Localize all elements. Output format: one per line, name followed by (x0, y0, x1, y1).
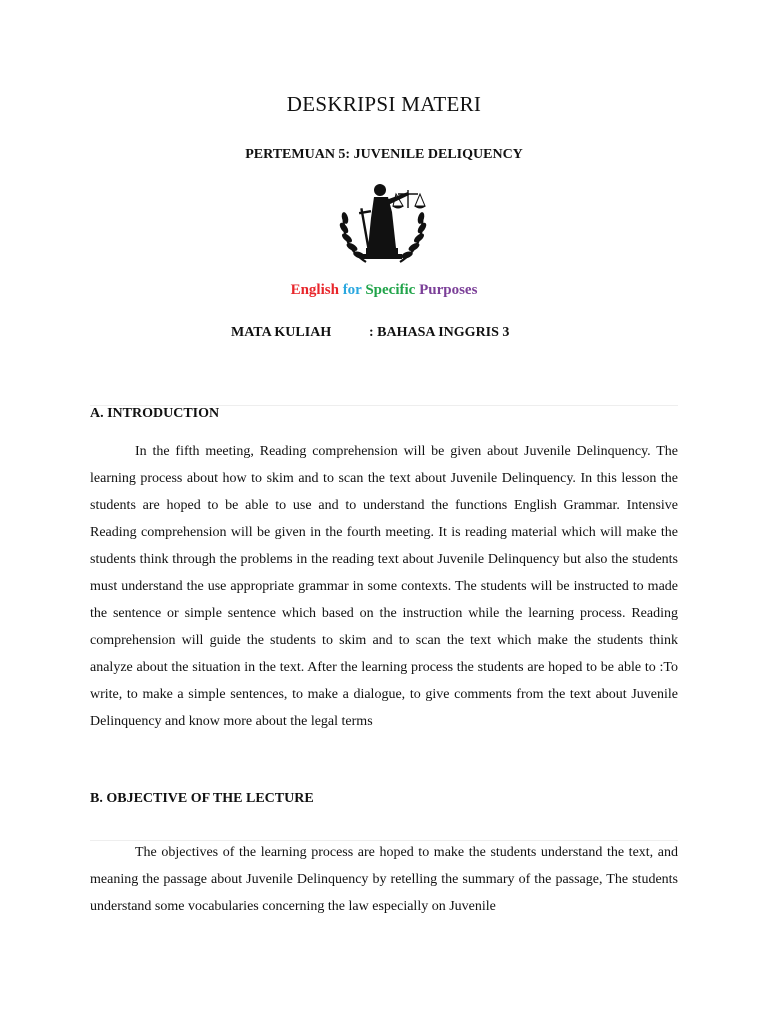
esp-word-purposes: Purposes (419, 282, 478, 298)
lady-justice-emblem-icon (336, 178, 430, 268)
page-subtitle: PERTEMUAN 5: JUVENILE DELIQUENCY (245, 147, 523, 162)
objective-paragraph: The objectives of the learning process are hoped to make the students understand the text, and meaning the passage about Juvenile Delinquency by retelling the summary of the passage, The students understand some vocabularies concerning the law especially on Juvenile (90, 845, 678, 914)
esp-banner (0, 282, 768, 299)
course-line (231, 325, 509, 341)
section-heading-objective: B. OBJECTIVE OF THE LECTURE (90, 791, 314, 806)
course-label: MATA KULIAH (231, 325, 332, 340)
section-heading-introduction: A. INTRODUCTION (90, 406, 220, 421)
page-title: DESKRIPSI MATERI (286, 92, 482, 116)
esp-word-specific: Specific (365, 282, 416, 298)
esp-word-english: English (290, 282, 339, 298)
introduction-paragraph: In the fifth meeting, Reading comprehension will be given about Juvenile Delinquency. The learning process about how to skim and to scan the text about Juvenile Delinquency. In this lesson the students are hoped to be able to use and to understand the functions English Grammar. Intensive Reading comprehension will be given in the fourth meeting. It is reading material which will make the students think through the problems in the reading text about Juvenile Delinquency but also the students must understand the use appropriate grammar in some contexts. The students will be instructed to made the sentence or simple sentence which based on the instruction while the learning process. Reading comprehension will guide the students to skim and to scan the text which make the students think analyze about the situation in the text. After the learning process the students are hoped to be able to :To write, to make a simple sentences, to make a dialogue, to give comments from the text about Juvenile Delinquency and know more about the legal terms (90, 444, 678, 729)
course-value: : BAHASA INGGRIS 3 (369, 325, 510, 340)
esp-word-for: for (342, 282, 362, 298)
